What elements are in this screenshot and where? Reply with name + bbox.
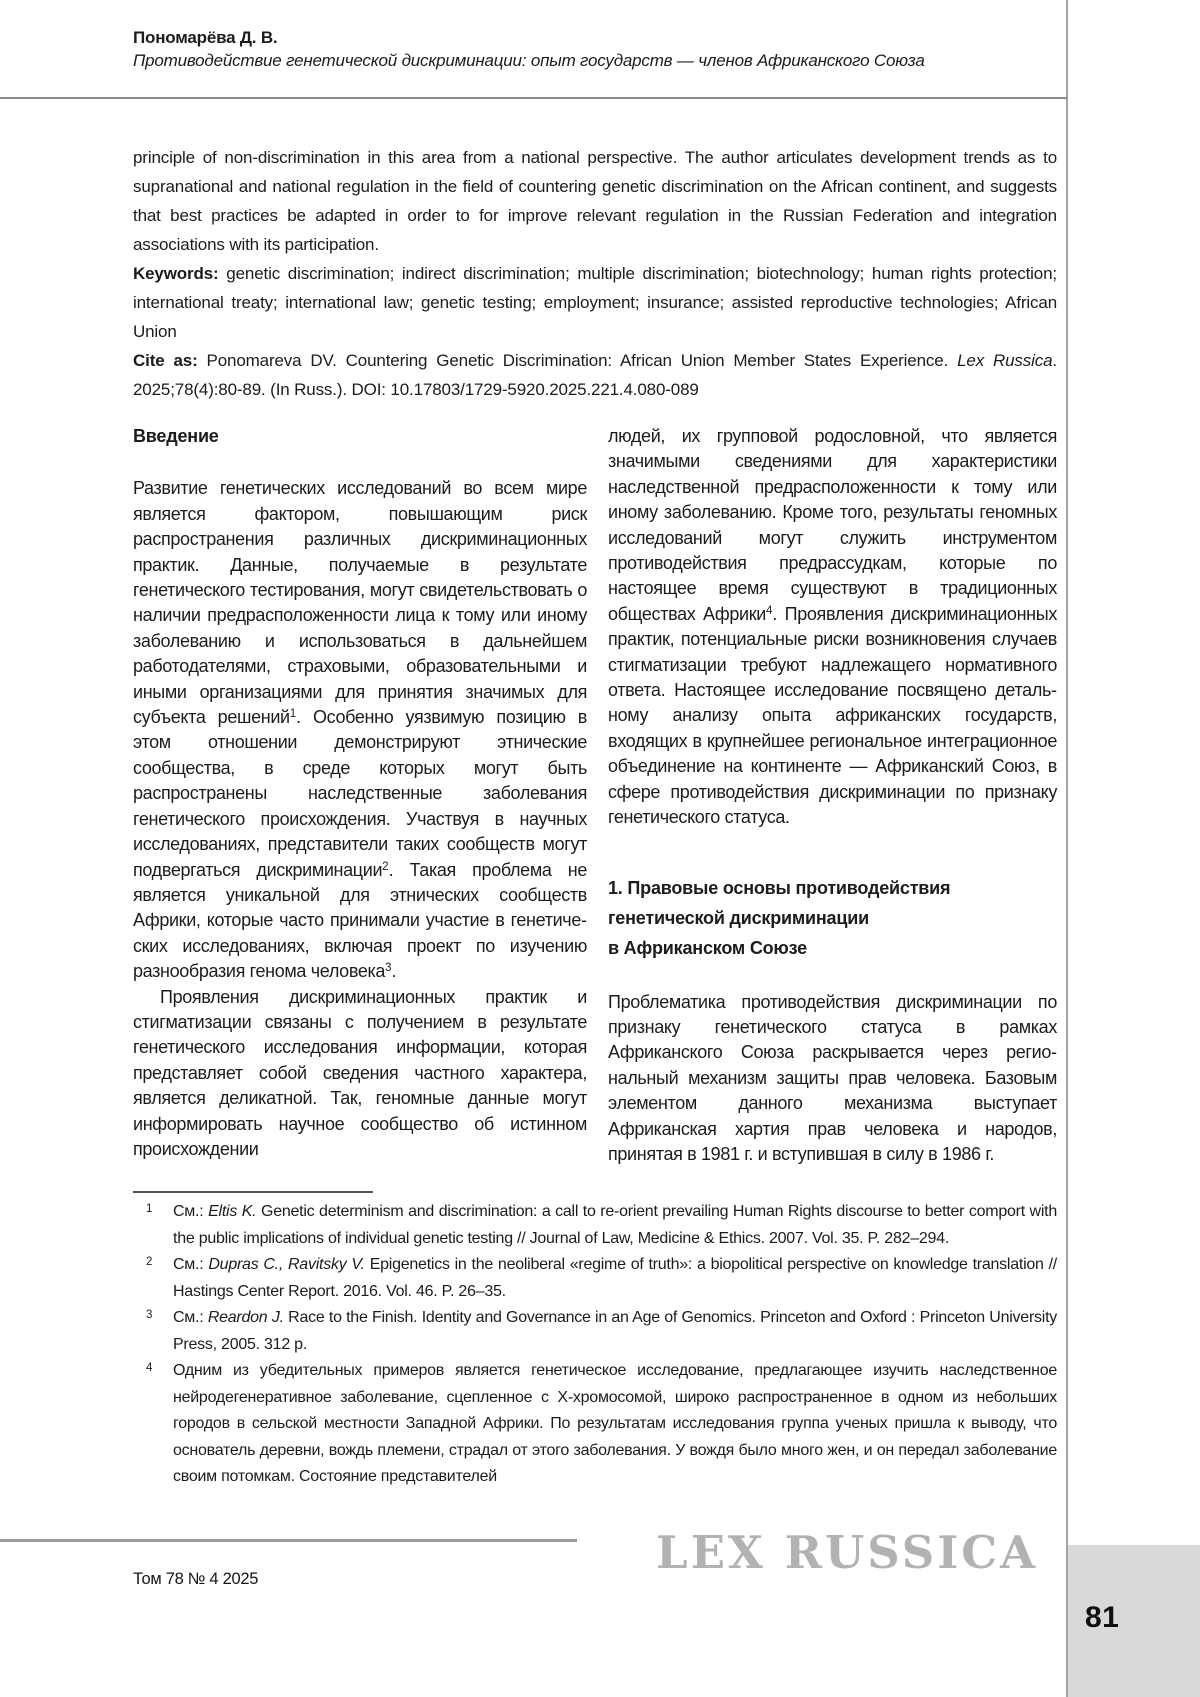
- footer-rule: [0, 1539, 577, 1542]
- col2-cont-text-a: людей, их групповой родословной, что является значимыми сведениями для характеристики наследственной предрасположенности к тому или иному заболеванию. Кроме того, результаты геномных исследований могут служить инструментом противодействия предрассудкам, которые по настоящее время существуют в традиционных обществах Африки: [608, 426, 1057, 624]
- page-number-box: [1068, 1545, 1200, 1697]
- keywords-label: Keywords:: [133, 264, 219, 283]
- footnotes: [133, 1199, 1057, 1491]
- footnote-4-number: 4: [146, 1362, 153, 1374]
- keywords-block: [133, 259, 1057, 346]
- footnote-3: [133, 1305, 1057, 1358]
- footnote-2-number: 2: [146, 1256, 153, 1268]
- footnote-2-author: Dupras C., Ravitsky V.: [208, 1256, 365, 1273]
- section-1-paragraph: Проблематика противодействия дискриминации по признаку генетического статуса в рамках Африканского Союза раскрывается через региональный механизм защиты прав человека. Базовым элементом данного механизма выступает Африканская хартия прав человека и народов, принятая в 1981 г. и вступившая в силу в 1986 г.: [608, 991, 1057, 1164]
- footnote-separator-rule: [133, 1191, 373, 1193]
- running-head: [133, 27, 1033, 73]
- cite-as-text: Ponomareva DV. Countering Genetic Discrimination: African Union Member States Experience.: [197, 351, 958, 370]
- footnote-3-number: 3: [146, 1309, 153, 1321]
- footnote-4: [133, 1358, 1057, 1491]
- intro-paragraph-1: [133, 476, 587, 984]
- footnote-1-number: 1: [146, 1203, 153, 1215]
- footnote-3-prefix: См.:: [173, 1309, 208, 1326]
- footnote-3-text: Race to the Finish. Identity and Governance in an Age of Genomics. Princeton and Oxford : Princeton University Press, 2005. 312 p.: [173, 1309, 1058, 1353]
- footnote-2: [133, 1252, 1057, 1305]
- header-divider-rule: [0, 97, 1067, 99]
- intro-paragraph-2: Проявления дискриминационных практик и стигматизации связаны с получением в результате генетического исследования информации, которая представляет собой сведения частного характера, является деликатной. Так, геномные данные могут информировать научное сообщество об истинном происхождении: [133, 986, 587, 1159]
- footnote-3-author: Reardon J.: [207, 1309, 284, 1326]
- footnote-marker-1: 1: [289, 708, 297, 721]
- right-column: [608, 424, 1057, 1167]
- col2-cont-text-b: . Проявления дискриминационных практик, потенциальные риски возникновения случаев стигматизации требуют надлежащего нормативного ответа. Настоящее исследование посвящено детальному анализу опыта африканских государств, входящих в крупнейшее региональное интеграционное объединение на континенте — Африканский Союз, в сфере противодействия дискриминации по признаку генетического статуса.: [608, 603, 1058, 828]
- intro-p1-text-c: . Такая проблема не является уникальной для этнических сообществ Африки, которые часто принимали участие в генетических исследованиях, включая проект по изучению разнообразия генома человека: [133, 859, 587, 982]
- cite-journal-name: Lex Russica: [957, 351, 1053, 370]
- footnote-marker-2: 2: [382, 860, 389, 873]
- lex-russica-logo: LEX RUSSICA: [656, 1526, 1038, 1579]
- footnote-1: [133, 1199, 1057, 1252]
- front-matter: [133, 143, 1057, 404]
- intro-p1-text-b: . Особенно уязвимую позицию в этом отношении демонстрируют этнические сообщества, в среде которых могут быть распространены наследственные заболевания генетического происхождения. Участвуя в научных исследованиях, представители таких сообществ могут подвергаться дискриминации: [133, 707, 587, 880]
- footnote-marker-4: 4: [765, 604, 773, 617]
- section-1-heading: [608, 873, 1057, 963]
- intro-paragraph-2-continued: [608, 424, 1057, 831]
- section-1-heading-line-3: в Африканском Союзе: [608, 937, 807, 958]
- left-column: [133, 424, 587, 1162]
- footnote-2-prefix: См.:: [173, 1256, 209, 1273]
- footnote-1-prefix: См.:: [173, 1203, 209, 1220]
- volume-info: Том 78 № 4 2025: [133, 1570, 259, 1588]
- article-title-running: Противодействие генетической дискриминации: опыт государств — членов Африканского Союза: [133, 51, 925, 70]
- page-number: 81: [1085, 1601, 1120, 1634]
- footnote-4-text: Одним из убедительных примеров является генетическое исследование, предлагающее изучить наследственное нейродегенеративное заболевание, сцепленное с Х-хромосомой, широко распространенное в одном из небольших городов в сельской местности Западной Африки. По результатам исследования группа ученых пришла к выводу, что основатель деревни, вождь племени, страдал от этого заболевания. У вождя было много жен, и он передал заболевание своим потомкам. Состояние представителей: [173, 1362, 1057, 1485]
- cite-as-label: Cite as:: [133, 351, 198, 370]
- cite-as-block: [133, 346, 1057, 404]
- footnote-1-author: Eltis K.: [208, 1203, 257, 1220]
- intro-p1-text-d: .: [391, 961, 397, 982]
- footnote-1-text: Genetic determinism and discrimination: a call to re-orient prevailing Human Rights discourse to better comport with the public implications of individual genetic testing // Journal of Law, Medicine & Ethics. 2007. Vol. 35. P. 282–294.: [173, 1203, 1058, 1247]
- intro-p1-text-a: Развитие генетических исследований во всем мире является фактором, повышающим риск распространения различных дискриминационных практик. Данные, получаемые в результате генетического тестирования, могут свидетельствовать о наличии предрасположенности лица к тому или иному заболеванию и использоваться в дальнейшем работодателями, страховыми, образовательными и иными организациями для принятия значимых для субъекта решений: [133, 478, 587, 728]
- right-margin-rule: [1066, 0, 1068, 1697]
- footnote-marker-3: 3: [385, 962, 392, 975]
- section-1-heading-line-1: 1. Правовые основы противодействия: [608, 877, 951, 898]
- section-1-heading-line-2: генетической дискриминации: [608, 907, 869, 928]
- author-name: Пономарёва Д. В.: [133, 28, 278, 47]
- footnote-2-text: Epigenetics in the neoliberal «regime of truth»: a biopolitical perspective on knowledge translation // Hastings Center Report. 2016. Vol. 46. P. 26–35.: [173, 1256, 1057, 1300]
- introduction-heading: Введение: [133, 426, 219, 446]
- keywords-text: genetic discrimination; indirect discrimination; multiple discrimination; biotechnology; human rights protection; international treaty; international law; genetic testing; employment; insurance; assisted reproductive technologies; African Union: [133, 264, 1057, 341]
- abstract-text: principle of non-discrimination in this area from a national perspective. The author articulates development trends as to supranational and national regulation in the field of countering genetic discrimination on the African continent, and suggests that best practices be adapted in order to for improve relevant regulation in the Russian Federation and integration associations with its participation.: [133, 148, 1057, 254]
- cite-as-tail: . 2025;78(4):80-89. (In Russ.). DOI: 10.17803/1729-5920.2025.221.4.080-089: [133, 351, 1057, 399]
